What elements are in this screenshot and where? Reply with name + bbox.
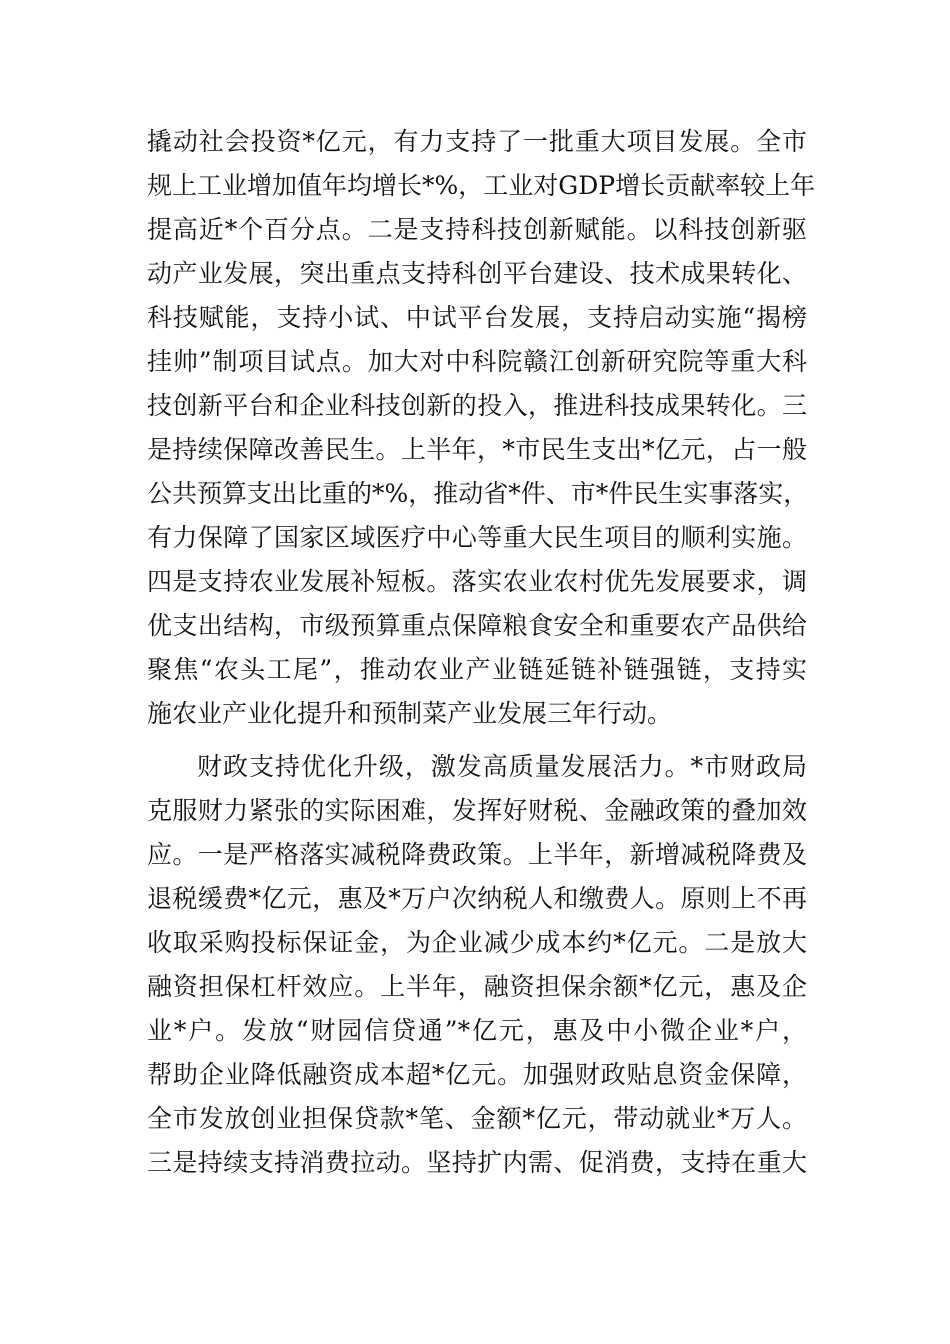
text-line: 撬动社会投资*亿元，有力支持了一批重大项目发展。全市 [147, 127, 807, 156]
text-line: 是持续保障改善民生。上半年，*市民生支出*亿元，占一般 [147, 435, 807, 464]
text-line: 业*户。发放“财园信贷通”*亿元，惠及中小微企业*户， [147, 1016, 807, 1045]
paragraph-1 [147, 120, 816, 736]
text-line: 科技赋能，支持小试、中试平台发展，支持启动实施“揭榜 [147, 303, 807, 332]
text-line: 收取采购投标保证金，为企业减少成本约*亿元。二是放大 [147, 928, 807, 957]
text-line: 施农业产业化提升和预制菜产业发展三年行动。 [147, 699, 673, 728]
text-line: 聚焦“农头工尾”，推动农业产业链延链补链强链，支持实 [147, 655, 807, 684]
text-line: 动产业发展，突出重点支持科创平台建设、技术成果转化、 [147, 259, 807, 288]
text-line: 退税缓费*亿元，惠及*万户次纳税人和缴费人。原则上不再 [147, 884, 807, 913]
text-line: 优支出结构，市级预算重点保障粮食安全和重要农产品供给 [147, 611, 807, 640]
text-line: 有力保障了国家区域医疗中心等重大民生项目的顺利实施。 [147, 523, 807, 552]
text-line: 帮助企业降低融资成本超*亿元。加强财政贴息资金保障， [147, 1060, 807, 1089]
text-line: 克服财力紧张的实际困难，发挥好财税、金融政策的叠加效 [147, 796, 807, 825]
text-line: 财政支持优化升级，激发高质量发展活力。*市财政局 [197, 752, 807, 781]
text-line: 提高近*个百分点。二是支持科技创新赋能。以科技创新驱 [147, 215, 807, 244]
paragraph-gap [147, 736, 807, 745]
text-line: 融资担保杠杆效应。上半年，融资担保余额*亿元，惠及企 [147, 972, 807, 1001]
text-line: 三是持续支持消费拉动。坚持扩内需、促消费，支持在重大 [147, 1148, 807, 1177]
text-line: 技创新平台和企业科技创新的投入，推进科技成果转化。三 [147, 391, 807, 420]
text-line: 公共预算支出比重的*%，推动省*件、市*件民生实事落实， [147, 479, 809, 508]
document-body [147, 120, 816, 1185]
paragraph-2 [147, 745, 807, 1185]
text-line: 全市发放创业担保贷款*笔、金额*亿元，带动就业*万人。 [147, 1104, 807, 1133]
text-line: 规上工业增加值年均增长*%，工业对GDP增长贡献率较上年 [147, 171, 816, 200]
text-line: 应。一是严格落实减税降费政策。上半年，新增减税降费及 [147, 840, 807, 869]
text-line: 挂帅”制项目试点。加大对中科院赣江创新研究院等重大科 [147, 347, 807, 376]
text-line: 四是支持农业发展补短板。落实农业农村优先发展要求，调 [147, 567, 807, 596]
